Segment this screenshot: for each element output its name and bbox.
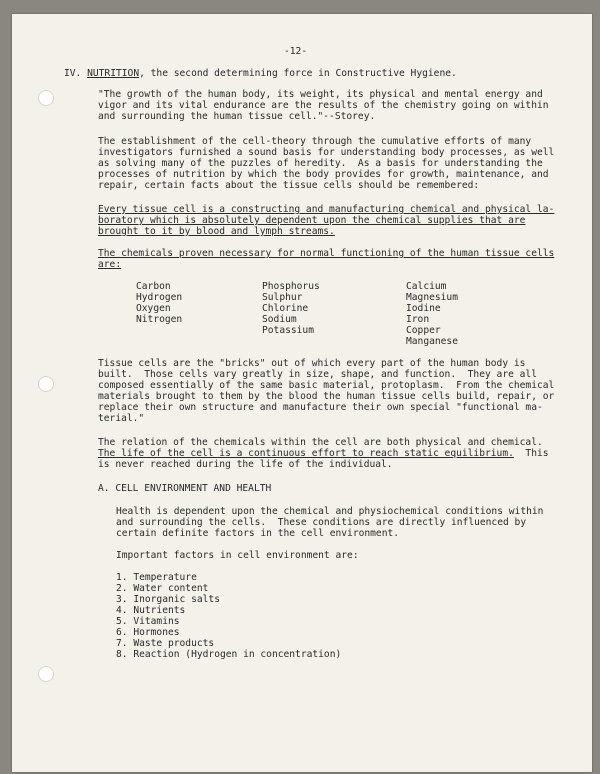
chemical-item: Sodium [262, 314, 297, 325]
list-item: 6. Hormones [116, 627, 180, 638]
binder-hole-middle [38, 376, 54, 392]
quote-line: "The growth of the human body, its weight, its physical and mental energy and [98, 89, 543, 100]
chemical-item: Iron [406, 314, 430, 325]
binder-hole-top [38, 90, 54, 106]
underlined-phrase: The life of the cell is a continuous effort to reach static equilibrium. [98, 448, 514, 459]
chemical-item: Manganese [406, 336, 458, 347]
chemical-item: Carbon [136, 281, 171, 292]
section-heading [64, 68, 457, 79]
chemicals-heading-line: The chemicals proven necessary for normal functioning of the human tissue cells [98, 248, 555, 259]
paragraph-line: Health is dependent upon the chemical and physiochemical conditions within [116, 506, 544, 517]
chemicals-column-1 [136, 281, 182, 325]
quote-line: and surrounding the human tissue cell."--Storey. [98, 111, 376, 122]
paragraph-line: certain definite factors in the cell environment. [116, 528, 400, 539]
chemical-item: Oxygen [136, 303, 171, 314]
list-item: 3. Inorganic salts [116, 594, 220, 605]
subsection-heading: A. CELL ENVIRONMENT AND HEALTH [98, 483, 272, 494]
chemical-item: Copper [406, 325, 441, 336]
paragraph-line: built. Those cells vary greatly in size, shape, and function. They are all [98, 369, 537, 380]
heading-rest: , the second determining force in Constructive Hygiene. [139, 68, 457, 79]
binder-hole-bottom [38, 666, 54, 682]
chemical-item: Magnesium [406, 292, 458, 303]
chemical-item: Iodine [406, 303, 441, 314]
list-item: 8. Reaction (Hydrogen in concentration) [116, 649, 342, 660]
paragraph-line: The establishment of the cell-theory through the cumulative efforts of many [98, 136, 532, 147]
list-item: 4. Nutrients [116, 605, 186, 616]
list-item: 2. Water content [116, 583, 209, 594]
paragraph-line: as solving many of the puzzles of heredity. As a basis for understanding the [98, 158, 543, 169]
list-item: 7. Waste products [116, 638, 215, 649]
chemical-item: Calcium [406, 281, 447, 292]
underlined-statement-line: brought to it by blood and lymph streams. [98, 226, 335, 237]
paragraph-line: The relation of the chemicals within the cell are both physical and chemical. [98, 437, 543, 448]
page-number: -12- [284, 46, 308, 57]
paragraph-line: Tissue cells are the "bricks" out of which every part of the human body is [98, 358, 526, 369]
paragraph-line: is never reached during the life of the individual. [98, 459, 393, 470]
heading-title: NUTRITION [87, 68, 140, 79]
paragraph-line: terial." [98, 413, 145, 424]
factors-intro: Important factors in cell environment are: [116, 550, 359, 561]
paragraph-line: investigators furnished a sound basis for understanding body processes, as well [98, 147, 555, 158]
chemical-item: Phosphorus [262, 281, 320, 292]
chemical-item: Nitrogen [136, 314, 183, 325]
chemicals-heading-line: are: [98, 259, 122, 270]
chemical-item: Sulphur [262, 292, 303, 303]
list-item: 1. Temperature [116, 572, 197, 583]
underlined-statement-line: Every tissue cell is a constructing and manufacturing chemical and physical la- [98, 204, 555, 215]
list-item: 5. Vitamins [116, 616, 180, 627]
chemical-item: Hydrogen [136, 292, 183, 303]
quote-line: vigor and its vital endurance are the results of the chemistry going on within [98, 100, 549, 111]
factors-list [116, 572, 341, 660]
chemicals-column-2 [262, 281, 320, 336]
paragraph-line [98, 448, 549, 459]
underlined-statement-line: boratory which is absolutely dependent upon the chemical supplies that are [98, 215, 526, 226]
paragraph-line: repair, certain facts about the tissue cells should be remembered: [98, 180, 480, 191]
paragraph-line: and surrounding the cells. These conditions are directly influenced by [116, 517, 527, 528]
phrase-rest: This [513, 448, 549, 459]
chemicals-column-3 [406, 281, 458, 347]
paragraph-line: materials brought to them by the blood the human tissue cells build, repair, or [98, 391, 555, 402]
heading-numeral: IV. [64, 68, 82, 79]
chemical-item: Potassium [262, 325, 314, 336]
paragraph-line: composed essentially of the same basic material, protoplasm. From the chemical [98, 380, 555, 391]
paragraph-line: replace their own structure and manufacture their own special "functional ma- [98, 402, 543, 413]
paragraph-line: processes of nutrition by which the body provides for growth, maintenance, and [98, 169, 549, 180]
chemical-item: Chlorine [262, 303, 309, 314]
